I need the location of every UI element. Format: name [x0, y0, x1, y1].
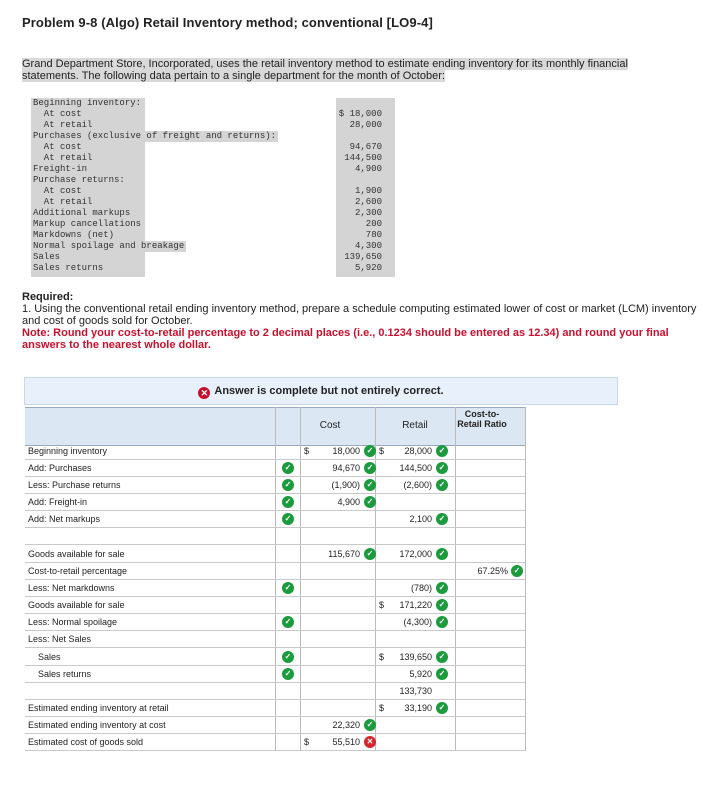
- data-table-label: At cost: [33, 186, 82, 196]
- data-table-value: 144,500: [338, 153, 382, 164]
- retail-input[interactable]: 133,730: [399, 686, 432, 696]
- row-label: Sales: [38, 652, 61, 662]
- correct-check-icon: ✓: [436, 582, 448, 594]
- schedule-row: [25, 477, 525, 494]
- data-table-value: 780: [338, 230, 382, 241]
- cost-input[interactable]: 4,900: [337, 497, 360, 507]
- row-label: Estimated cost of goods sold: [28, 737, 144, 747]
- row-label: Less: Net Sales: [28, 634, 92, 644]
- data-table-label: At cost: [33, 142, 82, 152]
- data-table-label: Markup cancellations: [33, 219, 142, 229]
- correct-check-icon: ✓: [282, 513, 294, 525]
- correct-check-icon: ✓: [364, 496, 376, 508]
- schedule-row: [25, 700, 525, 717]
- data-table-value: 2,300: [338, 208, 382, 219]
- correct-check-icon: ✓: [436, 616, 448, 628]
- required-note: Note: Round your cost-to-retail percentage to 2 decimal places (i.e., 0.1234 should be entered as 12.34) and round your final answers to the nearest whole dollar.: [22, 327, 669, 351]
- correct-check-icon: ✓: [436, 599, 448, 611]
- cost-input[interactable]: 55,510: [332, 737, 360, 747]
- cost-input[interactable]: 94,670: [332, 463, 360, 473]
- row-label: Beginning inventory: [28, 446, 108, 456]
- row-label: Goods available for sale: [28, 600, 125, 610]
- row-label: Less: Net markdowns: [28, 583, 115, 593]
- row-label: Goods available for sale: [28, 549, 125, 559]
- row-label: Add: Freight-in: [28, 497, 88, 507]
- correct-check-icon: ✓: [282, 668, 294, 680]
- data-table-label: Freight-in: [33, 164, 88, 174]
- incorrect-icon: ✕: [198, 387, 210, 399]
- data-table-value: 1,900: [338, 186, 382, 197]
- intro-text: Grand Department Store, Incorporated, uses the retail inventory method to estimate ending inventory for its monthly financial statements. The following data pertain to a single department for the month of October:: [22, 58, 628, 82]
- cost-dollar-sign: $: [304, 737, 310, 747]
- schedule-row: [25, 580, 525, 597]
- data-table-label: Additional markups: [33, 208, 131, 218]
- cost-input[interactable]: (1,900): [331, 480, 360, 490]
- incorrect-x-icon: ✕: [364, 736, 376, 748]
- correct-check-icon: ✓: [436, 462, 448, 474]
- retail-header: Retail: [402, 420, 428, 431]
- data-table-label: At retail: [33, 153, 93, 163]
- cost-header: Cost: [319, 420, 341, 431]
- row-label: Cost-to-retail percentage: [28, 566, 128, 576]
- data-table-value: $ 18,000: [338, 109, 382, 119]
- correct-check-icon: ✓: [436, 445, 448, 457]
- cost-input[interactable]: 18,000: [332, 446, 360, 456]
- data-table-label: Sales: [33, 252, 61, 262]
- retail-input[interactable]: 172,000: [399, 549, 432, 559]
- correct-check-icon: ✓: [282, 651, 294, 663]
- banner-text: Answer is complete but not entirely correct.: [214, 385, 444, 397]
- schedule-row: [25, 546, 525, 563]
- correct-check-icon: ✓: [436, 513, 448, 525]
- answer-banner: [24, 377, 618, 405]
- correct-check-icon: ✓: [282, 616, 294, 628]
- schedule-row: [25, 649, 525, 666]
- retail-input[interactable]: 33,190: [404, 703, 432, 713]
- correct-check-icon: ✓: [436, 651, 448, 663]
- data-table-label: Normal spoilage and breakage: [33, 241, 185, 251]
- schedule-row: [25, 460, 525, 477]
- retail-dollar-sign: $: [379, 446, 385, 456]
- data-table-label: Purchase returns:: [33, 175, 125, 185]
- retail-input[interactable]: (4,300): [403, 617, 432, 627]
- schedule-row: [25, 443, 525, 460]
- data-table-label: Sales returns: [33, 263, 104, 273]
- schedule-row: [25, 683, 525, 700]
- schedule-row: [25, 528, 525, 545]
- row-label: Less: Purchase returns: [28, 480, 121, 490]
- required-section: [22, 291, 698, 351]
- correct-check-icon: ✓: [364, 445, 376, 457]
- schedule-row: [25, 511, 525, 528]
- correct-check-icon: ✓: [436, 702, 448, 714]
- retail-input[interactable]: 28,000: [404, 446, 432, 456]
- required-text: 1. Using the conventional retail ending inventory method, prepare a schedule computing estimated lower of cost or market (LCM) inventory and cost of goods sold for October.: [22, 303, 697, 327]
- data-table-value: 4,900: [338, 164, 382, 175]
- data-table-value: 4,300: [338, 241, 382, 252]
- cost-input[interactable]: 115,670: [328, 549, 360, 559]
- retail-dollar-sign: $: [379, 652, 385, 662]
- ratio-input[interactable]: 67.25%: [477, 566, 508, 576]
- retail-input[interactable]: (780): [410, 583, 432, 593]
- correct-check-icon: ✓: [364, 462, 376, 474]
- data-table-label: Markdowns (net): [33, 230, 115, 240]
- schedule-row: [25, 563, 525, 580]
- data-table-value: 200: [338, 219, 382, 230]
- retail-input[interactable]: (2,600): [403, 480, 432, 490]
- retail-input[interactable]: 171,220: [399, 600, 432, 610]
- retail-input[interactable]: 5,920: [409, 669, 432, 679]
- row-label: Add: Net markups: [28, 514, 101, 524]
- ratio-header: Cost-to-Retail Ratio: [457, 409, 507, 429]
- row-label: Estimated ending inventory at retail: [28, 703, 169, 713]
- cost-dollar-sign: $: [304, 446, 310, 456]
- data-table-value: 139,650: [338, 252, 382, 263]
- correct-check-icon: ✓: [364, 548, 376, 560]
- schedule-row: [25, 597, 525, 614]
- correct-check-icon: ✓: [364, 479, 376, 491]
- schedule-row: [25, 717, 525, 734]
- schedule-row: [25, 666, 525, 683]
- schedule-row: [25, 631, 525, 648]
- schedule-row: [25, 494, 525, 511]
- correct-check-icon: ✓: [436, 668, 448, 680]
- schedule-row: [25, 614, 525, 631]
- correct-check-icon: ✓: [436, 548, 448, 560]
- required-heading: Required:: [22, 291, 74, 303]
- correct-check-icon: ✓: [436, 479, 448, 491]
- row-label: Estimated ending inventory at cost: [28, 720, 166, 730]
- correct-check-icon: ✓: [282, 479, 294, 491]
- row-label: Less: Normal spoilage: [28, 617, 118, 627]
- retail-dollar-sign: $: [379, 600, 385, 610]
- data-table-label: At retail: [33, 120, 93, 130]
- schedule-row: [25, 734, 525, 751]
- retail-dollar-sign: $: [379, 703, 385, 713]
- correct-check-icon: ✓: [364, 719, 376, 731]
- correct-check-icon: ✓: [282, 496, 294, 508]
- cost-input[interactable]: 22,320: [332, 720, 360, 730]
- data-table-value: 2,600: [338, 197, 382, 208]
- correct-check-icon: ✓: [282, 582, 294, 594]
- row-label: Add: Purchases: [28, 463, 92, 473]
- correct-check-icon: ✓: [511, 565, 523, 577]
- data-table-value: 94,670: [338, 142, 382, 153]
- divider-e: [525, 407, 526, 751]
- data-table-label: At retail: [33, 197, 93, 207]
- problem-title: Problem 9-8 (Algo) Retail Inventory method; conventional [LO9-4]: [22, 15, 433, 30]
- data-table-label: Purchases (exclusive of freight and returns):: [33, 131, 277, 141]
- retail-input[interactable]: 144,500: [399, 463, 432, 473]
- correct-check-icon: ✓: [282, 462, 294, 474]
- retail-input[interactable]: 2,100: [409, 514, 432, 524]
- data-table-label: At cost: [33, 109, 82, 119]
- data-table-label: Beginning inventory:: [33, 98, 142, 108]
- data-table-value: 28,000: [338, 120, 382, 131]
- data-table-value: 5,920: [338, 263, 382, 274]
- retail-input[interactable]: 139,650: [399, 652, 432, 662]
- row-label: Sales returns: [38, 669, 92, 679]
